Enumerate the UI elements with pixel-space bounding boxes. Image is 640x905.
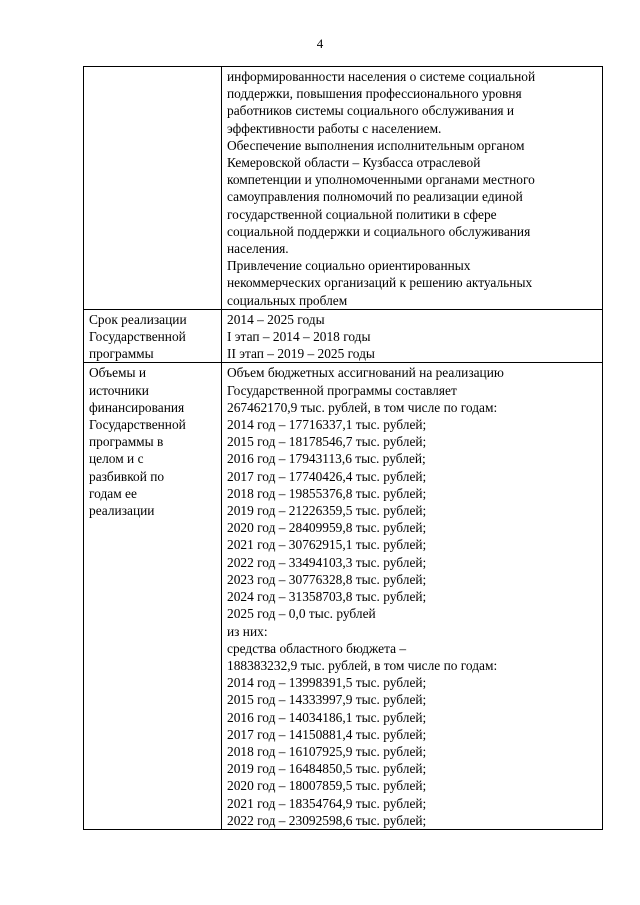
row-content-line: 2021 год – 18354764,9 тыс. рублей; <box>227 795 427 811</box>
row-content-line: эффективности работы с населением. <box>227 120 442 136</box>
row-content-line: работников системы социального обслуживания и <box>227 103 515 119</box>
row-content-line: 188383232,9 тыс. рублей, в том числе по годам: <box>227 657 498 673</box>
table-row <box>84 67 603 310</box>
row-content-line: социальной поддержки и социального обслуживания <box>227 223 531 239</box>
row-label-line: Срок реализации <box>89 311 187 327</box>
row-label-line: реализации <box>89 503 155 519</box>
row-label-line: программы <box>89 346 154 362</box>
row-content-line: поддержки, повышения профессионального уровня <box>227 86 522 102</box>
row-content-line: из них: <box>227 623 268 639</box>
row-label-line: источники <box>89 382 149 398</box>
row-content-line: 2022 год – 33494103,3 тыс. рублей; <box>227 554 427 570</box>
row-content-line: 2014 год – 13998391,5 тыс. рублей; <box>227 675 427 691</box>
row-content-line: государственной социальной политики в сфере <box>227 206 497 222</box>
row-content-line: населения. <box>227 241 289 257</box>
row-content-line: средства областного бюджета – <box>227 640 407 656</box>
row-content-line: некоммерческих организаций к решению актуальных <box>227 275 533 291</box>
table-row <box>84 363 603 829</box>
row-content-line: 2016 год – 17943113,6 тыс. рублей; <box>227 451 426 467</box>
row-content-line: 2014 год – 17716337,1 тыс. рублей; <box>227 417 427 433</box>
row-content-line: 2023 год – 30776328,8 тыс. рублей; <box>227 571 427 587</box>
row-label-line: Объемы и <box>89 365 147 381</box>
row-content-line: социальных проблем <box>227 292 348 308</box>
row-content-cell <box>222 67 603 310</box>
row-content-line: 2024 год – 31358703,8 тыс. рублей; <box>227 589 427 605</box>
row-content-line: Обеспечение выполнения исполнительным органом <box>227 137 525 153</box>
row-content-line: 2020 год – 28409959,8 тыс. рублей; <box>227 520 427 536</box>
row-content-line: Кемеровской области – Кузбасса отраслевой <box>227 155 481 171</box>
row-label-cell <box>84 309 222 363</box>
row-content-line: 2015 год – 14333997,9 тыс. рублей; <box>227 692 427 708</box>
row-content-line: 2015 год – 18178546,7 тыс. рублей; <box>227 434 427 450</box>
table-row <box>84 309 603 363</box>
row-content-line: 2018 год – 19855376,8 тыс. рублей; <box>227 485 427 501</box>
row-content-line: самоуправления полномочий по реализации единой <box>227 189 523 205</box>
row-content-line: информированности населения о системе социальной <box>227 69 536 84</box>
row-content-cell <box>222 363 603 829</box>
row-content-line: 2019 год – 16484850,5 тыс. рублей; <box>227 761 427 777</box>
row-content-line: Привлечение социально ориентированных <box>227 258 471 274</box>
row-content-line: 2022 год – 23092598,6 тыс. рублей; <box>227 812 427 828</box>
page-number: 4 <box>316 36 324 51</box>
row-label-line: финансирования <box>89 399 185 415</box>
row-content-line: 2020 год – 18007859,5 тыс. рублей; <box>227 778 427 794</box>
row-content-line: Государственной программы составляет <box>227 382 457 398</box>
row-content-cell <box>222 309 603 363</box>
row-content-line: 2014 – 2025 годы <box>227 311 325 327</box>
row-content-line: 2021 год – 30762915,1 тыс. рублей; <box>227 537 427 553</box>
table-body <box>84 67 603 830</box>
row-label-line: Государственной <box>89 329 186 345</box>
row-content-line: 2017 год – 14150881,4 тыс. рублей; <box>227 726 427 742</box>
row-content-line: Объем бюджетных ассигнований на реализацию <box>227 365 504 381</box>
row-content-line: 2016 год – 14034186,1 тыс. рублей; <box>227 709 427 725</box>
row-content-line: 2017 год – 17740426,4 тыс. рублей; <box>227 468 427 484</box>
row-content-line: 2018 год – 16107925,9 тыс. рублей; <box>227 743 427 759</box>
row-label-line: программы в <box>89 434 164 450</box>
row-content-line: 2019 год – 21226359,5 тыс. рублей; <box>227 503 427 519</box>
row-label-line: Государственной <box>89 417 186 433</box>
row-content-line: 2025 год – 0,0 тыс. рублей <box>227 606 376 622</box>
row-label-cell <box>84 67 222 310</box>
row-content-line: I этап – 2014 – 2018 годы <box>227 329 371 345</box>
row-label-line: целом и с <box>89 451 144 467</box>
row-label-line: годам ее <box>89 485 137 501</box>
row-content-line: 267462170,9 тыс. рублей, в том числе по годам: <box>227 399 498 415</box>
row-content-line: компетенции и уполномоченными органами местного <box>227 172 535 188</box>
row-label-line: разбивкой по <box>89 468 165 484</box>
passport-table <box>83 66 603 830</box>
row-content-line: II этап – 2019 – 2025 годы <box>227 346 375 362</box>
row-label-cell <box>84 363 222 829</box>
